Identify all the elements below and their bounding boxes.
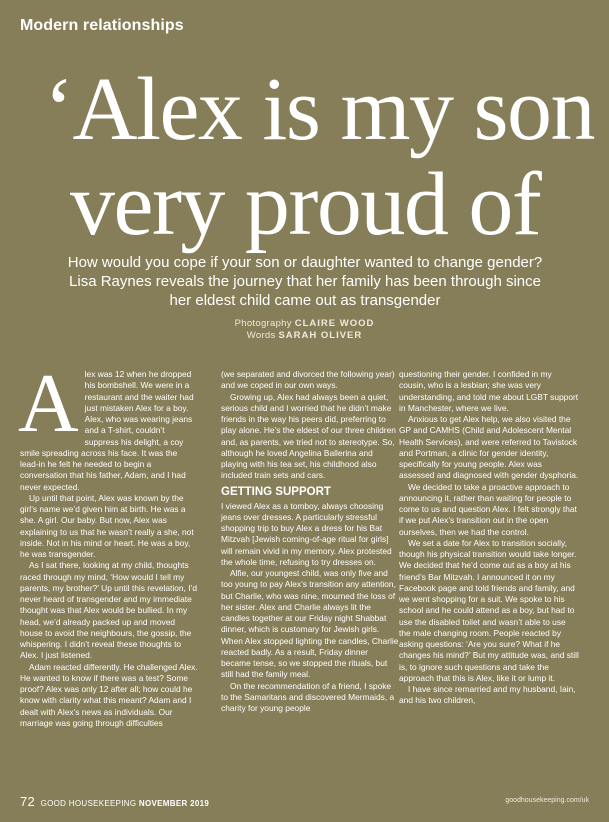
body-paragraph: Anxious to get Alex help, we also visited the GP and CAMHS (Child and Adolescent Mental Health Services), and were referred to Tavistock and Portman, a clinic for gender identity, specifically for young people. Alex was assessed and diagnosed with gender dysphoria.: [399, 414, 579, 481]
body-column-3: [399, 369, 579, 707]
drop-cap: A: [18, 357, 79, 450]
body-column-1: [18, 357, 198, 729]
magazine-name: GOOD HOUSEKEEPING: [40, 799, 137, 808]
words-credit: [0, 330, 609, 342]
standfirst: How would you cope if your son or daughter wanted to change gender? Lisa Raynes reveals the journey that her family has been through since her eldest child came out as transgender: [67, 254, 543, 309]
words-credit-name: SARAH OLIVER: [278, 330, 363, 341]
words-credit-label: Words: [246, 330, 276, 341]
headline-line-1: ‘Alex is my son: [44, 60, 594, 159]
issue-date: NOVEMBER 2019: [138, 799, 210, 808]
photo-credit-label: Photography: [234, 318, 292, 329]
body-paragraph: questioning their gender. I confided in my cousin, who is a lesbian; she was very understanding, and told me about LGBT support in Manchester, where we live.: [399, 369, 579, 413]
headline-line-2: very proud of: [70, 155, 541, 254]
website-url: goodhousekeeping.com/uk: [505, 797, 589, 804]
body-paragraph: As I sat there, looking at my child, thoughts raced through my mind, ‘How would I tell my parents, my brother?’ Up until this revelation, I’d never heard of transgender and my immediate thought was that Alex would be bullied. In my head, we’d already packed up and moved house to avoid the neighbours, the gossip, the whispering. I didn’t reveal these thoughts to Alex. I just listened.: [20, 560, 198, 661]
subheading: GETTING SUPPORT: [221, 485, 331, 498]
body-paragraph: Up until that point, Alex was known by the girl’s name we’d given him at birth. He was a she. A girl. Our baby. But now, Alex was explaining to us that he wasn’t really a she, not inside. Not in his mind or heart. He was a boy, he was transgender.: [20, 492, 194, 559]
page-number: 72: [20, 794, 36, 809]
body-paragraph: Alfie, our youngest child, was only five and too young to pay Alex’s transition any attention, but Charlie, who was nine, mourned the loss of her sister. Alex and Charlie always lit the candles together at our Friday night Shabbat dinner, which is customary for Jewish girls. When Alex stopped lighting the candles, Charlie reacted badly. As a result, Friday dinner became tense, so we stopped the rituals, but still had the family meal.: [221, 568, 399, 680]
section-label: Modern relationships: [20, 17, 184, 34]
body-paragraph: We decided to take a proactive approach to announcing it, rather than waiting for people to come to us and question Alex. I felt strongly that if we put Alex’s transition out in the open ourselves, then we had the control.: [399, 481, 577, 537]
body-paragraph: We set a date for Alex to transition socially, though his physical transition would take longer. We decided that he’d come out as a boy at his friend’s Bar Mitzvah. I announced it on my Facebook page and told friends and family, and we went shopping for a suit. We spoke to his school and he could attend as a boy, but had to use the disabled toilet and wasn’t able to use the male changing room. People reacted by asking questions: ‘Are you sure? What if he changes his mind?’ But my attitude was, and still is, to ignore such questions and take the approach that this is Alex, like it or lump it.: [399, 537, 579, 683]
body-paragraph: I have since remarried and my husband, Iain, and his two children,: [399, 684, 576, 706]
body-paragraph: I viewed Alex as a tomboy, always choosing jeans over dresses. A particularly stressful shopping trip to buy Alex a dress for his Bat Mitzvah [Jewish coming-of-age ritual for girls] will remain vivid in my memory. Alex protested the whole time, refusing to try dresses on.: [221, 500, 392, 567]
body-column-2: [221, 369, 399, 714]
body-paragraph: (we separated and divorced the following year) and we coped in our own ways.: [221, 369, 395, 391]
body-paragraph: Adam reacted differently. He challenged Alex. He wanted to know if there was a test? Some proof? Alex was only 12 after all; how could he know with clarity what this meant? Adam and I dealt with Alex’s news as individuals. Our marriage was going through difficulties: [20, 661, 198, 728]
page-footer: [20, 794, 209, 809]
body-paragraph-text: lex was 12 when he dropped his bombshell. We were in a restaurant and the waiter had just mistaken Alex for a boy. Alex, who was wearing jeans and a T-shirt, couldn’t suppress his delight, a coy smile spreading across his face. It was the lead-in he felt he needed to begin a conversation that his father, Adam, and I had never expected.: [20, 369, 194, 492]
body-paragraph: On the recommendation of a friend, I spoke to the Samaritans and discovered Mermaids, a charity for young people: [221, 680, 395, 713]
credits: [0, 318, 609, 342]
photo-credit-name: CLAIRE WOOD: [294, 318, 375, 329]
photo-credit: [0, 318, 609, 330]
body-paragraph: Growing up, Alex had always been a quiet, serious child and I worried that he didn’t make friends in the way his peers did, preferring to play alone. He’s the eldest of our three children and, as parents, we tried not to stereotype. So, although he loved Angelina Ballerina and playing with his tea set, his childhood also included train sets and cars.: [221, 391, 396, 481]
body-paragraph: [18, 357, 198, 493]
